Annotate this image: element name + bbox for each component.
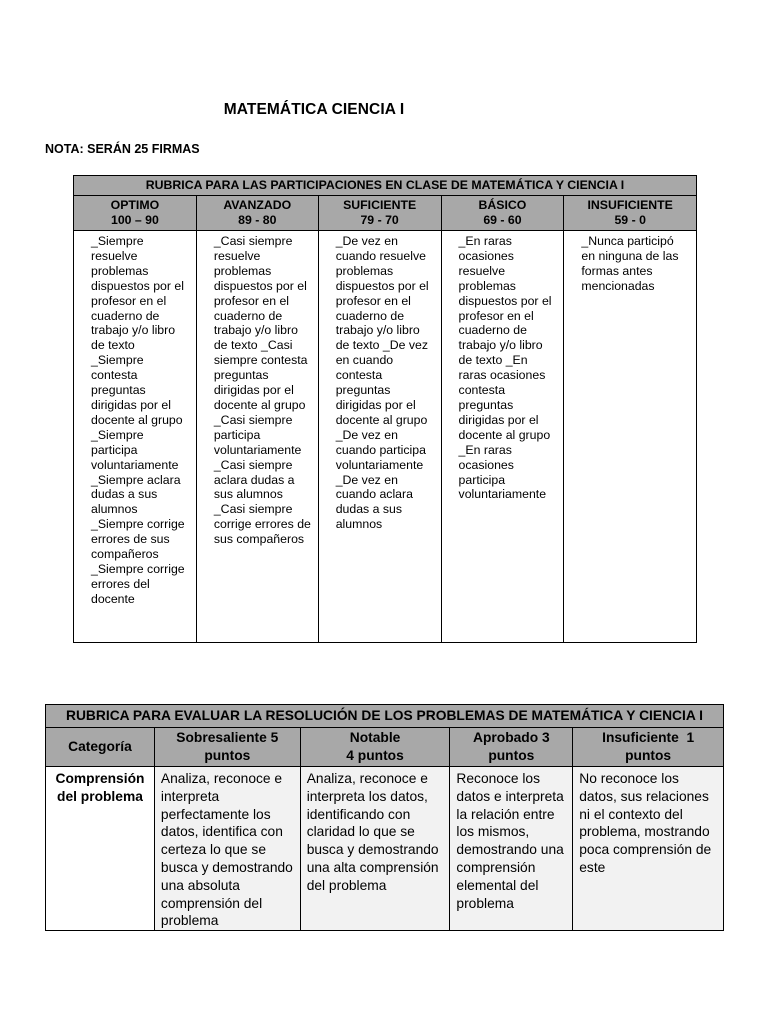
- header-aprobado: [450, 728, 573, 767]
- header-optimo: [74, 196, 197, 231]
- header-categoria: [46, 728, 155, 767]
- header-label: AVANZADO: [223, 198, 292, 212]
- cell-basico: _En raras ocasiones resuelve problemas dispuestos por el profesor en el cuaderno de trabajo y/o libro de texto _En raras ocasiones contesta preguntas dirigidas por el docente al grupo _En raras ocasiones participa voluntariamente: [441, 231, 564, 643]
- header-line1: Notable: [349, 730, 401, 745]
- cell-aprobado: Reconoce los datos e interpreta la relación entre los mismos, demostrando una comprensión elemental del problema: [450, 767, 573, 931]
- table1-caption: RUBRICA PARA LAS PARTICIPACIONES EN CLASE DE MATEMÁTICA Y CIENCIA I: [74, 176, 697, 196]
- header-sobresaliente: [154, 728, 300, 767]
- header-avanzado: [196, 196, 318, 231]
- cell-notable: Analiza, reconoce e interpreta los datos, identificando con claridad lo que se busca y demostrando una alta comprensión del problema: [300, 767, 450, 931]
- header-label: INSUFICIENTE: [587, 198, 673, 212]
- cell-suficiente: _De vez en cuando resuelve problemas dispuestos por el profesor en el cuaderno de trabajo y/o libro de texto _De vez en cuando contesta preguntas dirigidas por el docente al grupo _De vez en cuando participa voluntariamente _De vez en cuando aclara dudas a sus alumnos: [318, 231, 441, 643]
- document-title: MATEMÁTICA CIENCIA I: [223, 101, 405, 118]
- problem-solving-rubric-table: [45, 704, 724, 931]
- nota-text: NOTA: SERÁN 25 FIRMAS: [45, 142, 200, 156]
- header-range: 79 - 70: [360, 213, 399, 227]
- header-range: 69 - 60: [483, 213, 522, 227]
- header-range: 59 - 0: [614, 213, 646, 227]
- cell-sobresaliente: Analiza, reconoce e interpreta perfectamente los datos, identifica con certeza lo que se busca y demostrando una absoluta comprensión del problema: [154, 767, 300, 931]
- header-range: 89 - 80: [238, 213, 277, 227]
- header-line1: Categoría: [68, 739, 132, 754]
- cell-insuficiente: No reconoce los datos, sus relaciones ni el contexto del problema, mostrando poca comprensión de este: [573, 767, 724, 931]
- header-label: BÁSICO: [478, 198, 527, 212]
- cell-insuficiente: _Nunca participó en ninguna de las formas antes mencionadas: [564, 231, 697, 643]
- header-label: OPTIMO: [110, 198, 160, 212]
- header-line1: Sobresaliente 5: [176, 730, 279, 745]
- table2-caption: RUBRICA PARA EVALUAR LA RESOLUCIÓN DE LOS PROBLEMAS DE MATEMÁTICA Y CIENCIA I: [46, 705, 724, 728]
- header-insuficiente: [573, 728, 724, 767]
- header-range: 100 – 90: [110, 213, 159, 227]
- header-line1: Insuficiente 1: [602, 730, 695, 745]
- header-notable: [300, 728, 450, 767]
- cell-optimo: _Siempre resuelve problemas dispuestos por el profesor en el cuaderno de trabajo y/o libro de texto _Siempre contesta preguntas dirigidas por el docente al grupo _Siempre participa voluntariamente _Siempre aclara dudas a sus alumnos _Siempre corrige errores de sus compañeros _Siempre corrige errores del docente: [74, 231, 197, 643]
- header-line2: puntos: [204, 748, 251, 763]
- header-basico: [441, 196, 564, 231]
- header-label: SUFICIENTE: [343, 198, 417, 212]
- header-line2: puntos: [488, 748, 535, 763]
- cell-avanzado: _Casi siempre resuelve problemas dispuestos por el profesor en el cuaderno de trabajo y/o libro de texto _Casi siempre contesta preguntas dirigidas por el docente al grupo _Casi siempre participa voluntariamente _Casi siempre aclara dudas a sus alumnos _Casi siempre corrige errores de sus compañeros: [196, 231, 318, 643]
- header-line1: Aprobado 3: [473, 730, 550, 745]
- header-insuficiente: [564, 196, 697, 231]
- header-suficiente: [318, 196, 441, 231]
- header-line2: puntos: [625, 748, 672, 763]
- participation-rubric-table: [73, 175, 697, 643]
- header-line2: 4 puntos: [346, 748, 404, 763]
- category-cell: Comprensión del problema: [46, 767, 155, 931]
